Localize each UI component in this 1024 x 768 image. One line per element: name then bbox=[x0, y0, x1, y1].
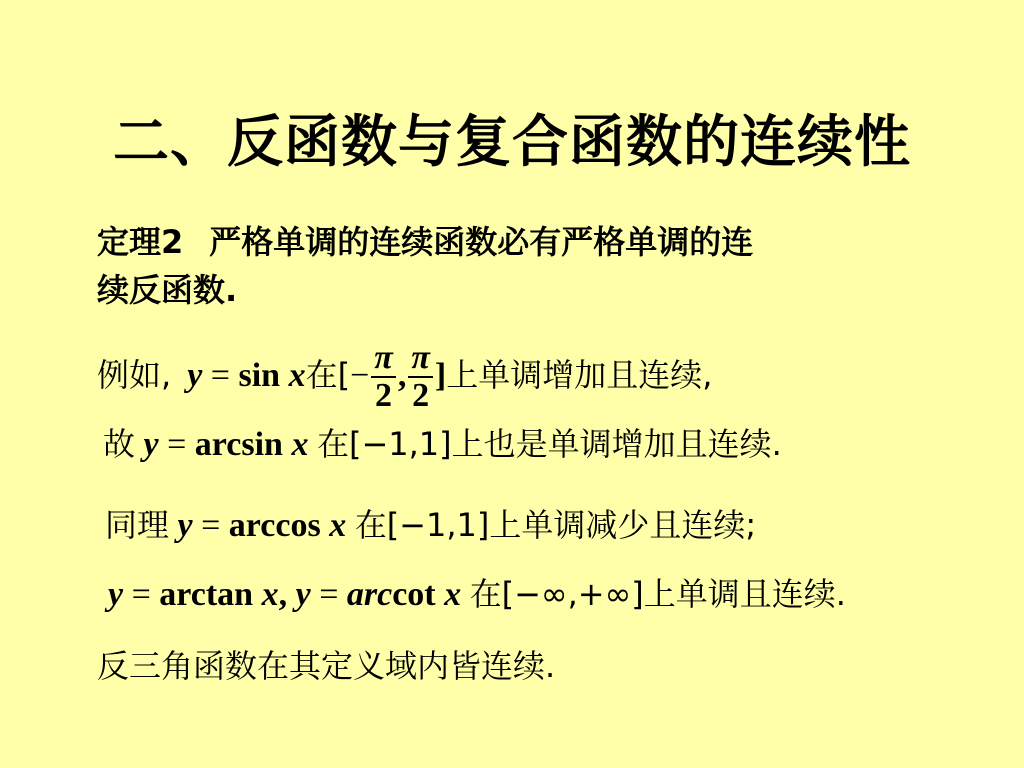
arccos-func: arccos bbox=[228, 507, 321, 544]
arcsin-y: y bbox=[143, 426, 159, 463]
arcsin-func: arcsin bbox=[194, 426, 283, 463]
fraction-pi-over-2: $\frac{\pi}{2}$ bbox=[371, 340, 396, 414]
arctan-x: x bbox=[261, 576, 279, 613]
example-on: 在[ bbox=[305, 356, 351, 394]
theorem-text-1: 严格单调的连续函数必有严格单调的连 bbox=[209, 223, 754, 261]
arctan-line bbox=[108, 574, 846, 615]
example-rest: 上单调增加且连续, bbox=[446, 356, 713, 394]
arcsin-prefix: 故 bbox=[103, 425, 136, 463]
arcsin-eq: = bbox=[158, 426, 195, 463]
arccos-interval: 在[−1,1] bbox=[354, 506, 490, 544]
arccos-rest: 上单调减少且连续; bbox=[489, 506, 757, 544]
example-minus: − bbox=[350, 357, 370, 394]
arctan-sep: , bbox=[278, 576, 296, 613]
example-y: y bbox=[187, 357, 203, 394]
arccot-y: y bbox=[295, 576, 311, 613]
arcsin-interval: 在[−1,1] bbox=[316, 425, 452, 463]
arccos-prefix: 同理 bbox=[105, 506, 170, 544]
arctan-y: y bbox=[108, 576, 124, 613]
example-line bbox=[97, 340, 712, 414]
arcsin-rest: 上也是单调增加且连续. bbox=[451, 425, 782, 463]
theorem-label: 定理2 bbox=[97, 223, 184, 261]
theorem-line-1 bbox=[97, 222, 753, 262]
example-prefix: 例如, bbox=[97, 356, 172, 394]
arctan-func: arctan bbox=[159, 576, 254, 613]
example-eq: = bbox=[202, 357, 239, 394]
arccot-arc: arc bbox=[346, 576, 393, 613]
arctan-rest: 上单调且连续. bbox=[643, 575, 846, 613]
arccot-eq: = bbox=[310, 576, 347, 613]
arccos-y: y bbox=[177, 507, 193, 544]
conclusion-line: 反三角函数在其定义域内皆连续. bbox=[97, 647, 556, 685]
example-close: ] bbox=[434, 357, 447, 394]
fraction-pi-over-2: $\frac{\pi}{2}$ bbox=[408, 340, 433, 414]
arccot-x: x bbox=[444, 576, 462, 613]
slide-title: 二、反函数与复合函数的连续性 bbox=[113, 110, 911, 175]
theorem-text-2: 续反函数 bbox=[97, 271, 226, 309]
arctan-interval: 在[−∞,+∞] bbox=[469, 575, 644, 613]
arcsin-line bbox=[103, 424, 782, 465]
arctan-eq: = bbox=[123, 576, 160, 613]
example-func: sin bbox=[238, 357, 281, 394]
theorem-line-2 bbox=[97, 270, 237, 310]
arccos-line bbox=[105, 505, 756, 546]
arccos-eq: = bbox=[192, 507, 229, 544]
example-x: x bbox=[288, 357, 306, 394]
arccos-x: x bbox=[329, 507, 347, 544]
arccot-func: cot bbox=[392, 576, 436, 613]
arcsin-x: x bbox=[291, 426, 309, 463]
example-comma: , bbox=[397, 357, 407, 394]
theorem-period: . bbox=[225, 271, 238, 309]
